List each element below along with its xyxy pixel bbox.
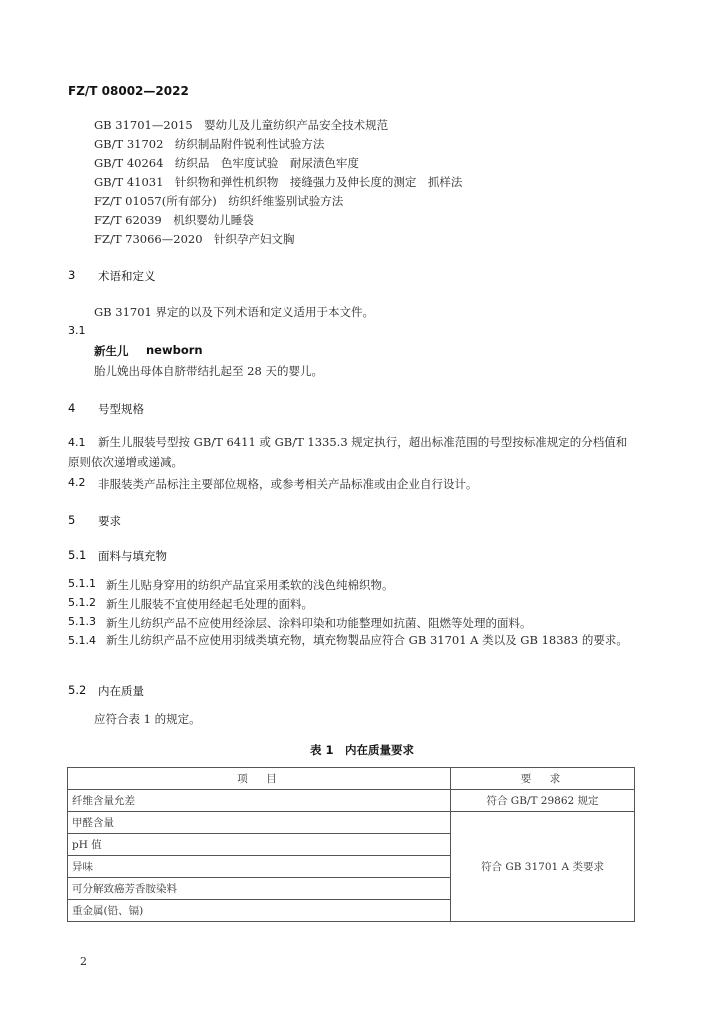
clause-text: 新生儿纺织产品不应使用羽绒类填充物，填充物製品应符合 GB 31701 A 类以及 GB 18383 的要求。 xyxy=(106,633,628,647)
table-header-row xyxy=(68,768,635,790)
item-cell: 异味 xyxy=(68,856,451,878)
item-cell: 重金属(铅、镉) xyxy=(68,900,451,922)
column-header-requirement: 要 求 xyxy=(451,768,635,790)
reference-item: GB/T 31702 纺织制品附件锐利性试验方法 xyxy=(94,137,325,151)
item-cell: 纤维含量允差 xyxy=(68,790,451,812)
clause-number: 4.1 xyxy=(68,436,86,449)
section-3-intro: GB 31701 界定的以及下列术语和定义适用于本文件。 xyxy=(94,305,375,319)
clause-text: 非服装类产品标注主要部位规格，或参考相关产品标准或由企业自行设计。 xyxy=(98,477,478,491)
item-cell: 可分解致癌芳香胺染料 xyxy=(68,878,451,900)
clause-text: 新生儿服装号型按 GB/T 6411 或 GB/T 1335.3 规定执行，超出标准范围的号型按标准规定的分档值和原则依次递增或递减。 xyxy=(68,435,628,469)
table-row xyxy=(68,812,635,834)
item-cell: pH 值 xyxy=(68,834,451,856)
clause-number: 4.2 xyxy=(68,476,86,489)
section-5-title: 要求 xyxy=(98,514,121,528)
subsection-number: 5.1 xyxy=(68,548,87,562)
term-number: 3.1 xyxy=(68,324,86,337)
document-header-code: FZ/T 08002—2022 xyxy=(68,84,189,98)
reference-item: GB/T 41031 针织物和弹性机织物 接缝强力及伸长度的测定 抓样法 xyxy=(94,175,463,189)
reference-item: GB/T 40264 纺织品 色牢度试验 耐尿渍色牢度 xyxy=(94,156,359,170)
reference-item: FZ/T 62039 机织婴幼儿睡袋 xyxy=(94,213,254,227)
reference-item: FZ/T 73066—2020 针织孕产妇文胸 xyxy=(94,232,295,246)
subsection-title: 内在质量 xyxy=(98,684,144,698)
section-3-title: 术语和定义 xyxy=(98,269,156,283)
clause-number: 5.1.2 xyxy=(68,596,96,609)
reference-item: GB 31701—2015 婴幼儿及儿童纺织产品安全技术规范 xyxy=(94,118,389,132)
table-caption: 表 1 内在质量要求 xyxy=(309,743,414,757)
clause-text: 新生儿贴身穿用的纺织产品宜采用柔软的浅色纯棉织物。 xyxy=(106,578,394,592)
term-chinese: 新生儿 xyxy=(94,344,129,358)
subsection-number: 5.2 xyxy=(68,683,87,697)
reference-item: FZ/T 01057(所有部分) 纺织纤维鉴别试验方法 xyxy=(94,194,344,208)
section-4-number: 4 xyxy=(68,401,76,415)
table-row xyxy=(68,790,635,812)
clause-number: 5.1.4 xyxy=(68,634,96,647)
page-number: 2 xyxy=(80,955,87,968)
clause-text: 新生儿纺织产品不应使用经涂层、涂料印染和功能整理如抗菌、阻燃等处理的面料。 xyxy=(106,616,532,630)
term-english: newborn xyxy=(146,343,203,357)
requirement-cell: 符合 GB/T 29862 规定 xyxy=(451,790,635,812)
clause-text: 新生儿服装不宜使用经起毛处理的面料。 xyxy=(106,597,313,611)
term-definition: 胎儿娩出母体自脐带结扎起至 28 天的婴儿。 xyxy=(94,364,323,378)
requirement-cell-merged: 符合 GB 31701 A 类要求 xyxy=(451,812,635,922)
item-cell: 甲醛含量 xyxy=(68,812,451,834)
subsection-title: 面料与填充物 xyxy=(98,549,167,563)
section-5-number: 5 xyxy=(68,513,76,527)
clause-number: 5.1.1 xyxy=(68,577,96,590)
section-3-number: 3 xyxy=(68,268,76,282)
quality-requirements-table xyxy=(67,767,635,922)
column-header-item: 项 目 xyxy=(68,768,451,790)
subsection-text: 应符合表 1 的规定。 xyxy=(94,712,201,726)
section-4-title: 号型规格 xyxy=(98,402,144,416)
clause-number: 5.1.3 xyxy=(68,615,96,628)
